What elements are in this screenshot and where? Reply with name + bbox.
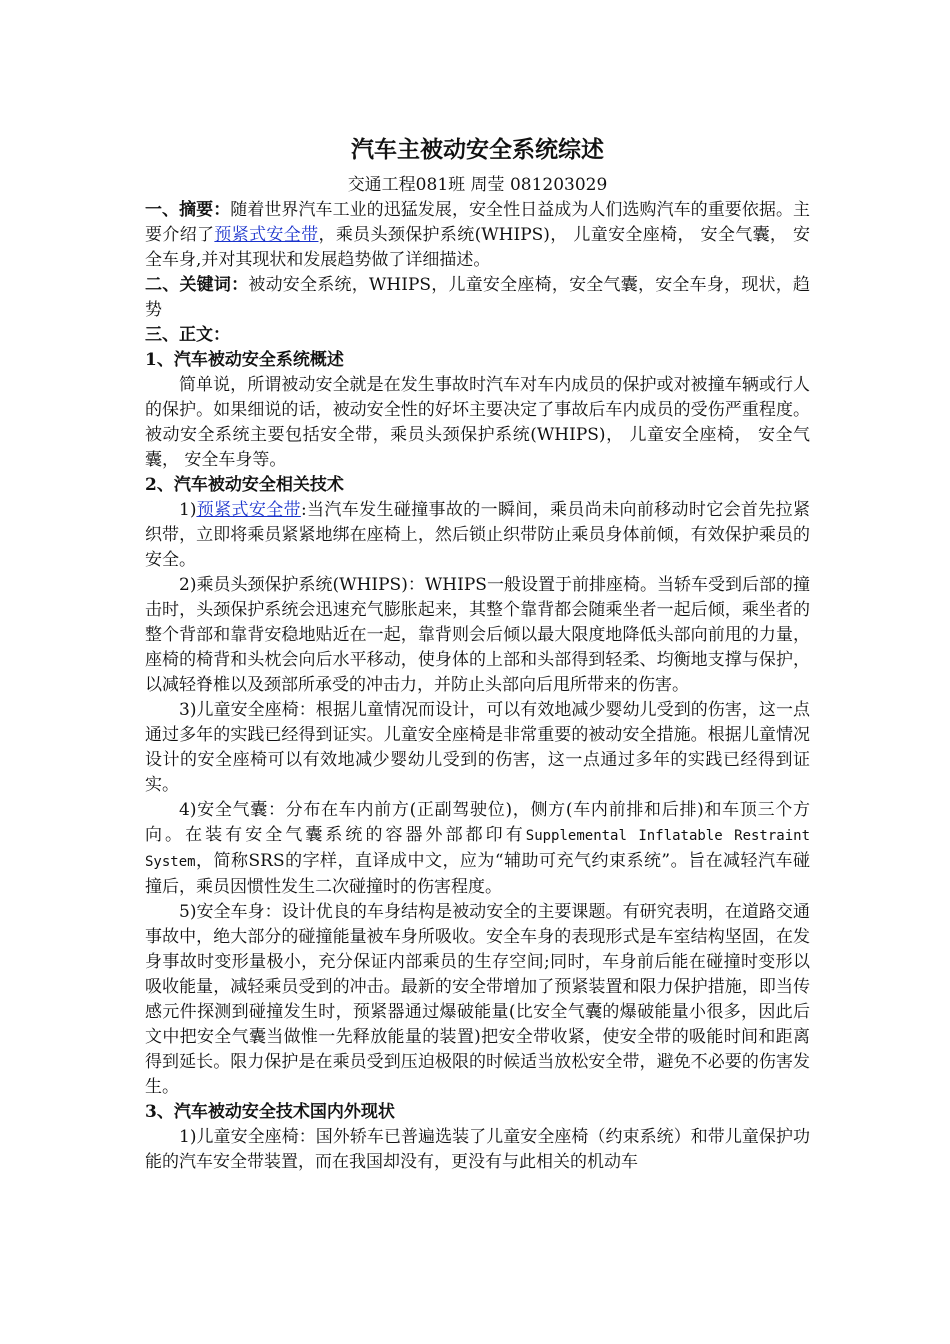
abstract-paragraph <box>145 198 810 273</box>
abstract-label: 一、摘要： <box>145 200 231 220</box>
author-line: 交通工程081班 周莹 081203029 <box>347 175 608 195</box>
section-2-item-1 <box>145 498 810 573</box>
section-2-item-4 <box>145 798 810 900</box>
keywords-paragraph <box>145 273 810 323</box>
pretension-seatbelt-link[interactable]: 预紧式安全带 <box>214 225 319 245</box>
section-1-paragraph: 简单说，所谓被动安全就是在发生事故时汽车对车内成员的保护或对被撞车辆或行人的保护。如果细说的话，被动安全性的好坏主要决定了事故后车内成员的受伤严重程度。被动安全系统主要包括安全带，乘员头颈保护系统(WHIPS)， 儿童安全座椅， 安全气囊， 安全车身等。 <box>145 375 810 470</box>
abstract-text-2: ，乘员头颈保护系统(WHIPS)， 儿童安全座椅， 安全气囊， 安全车身,并对其现状和发展趋势做了详细描述。 <box>145 225 811 270</box>
keywords-text: 被动安全系统，WHIPS，儿童安全座椅，安全气囊，安全车身，现状，趋势 <box>145 275 810 320</box>
item-4-srs-name: Supplemental Inflatable Restraint System <box>145 828 810 870</box>
section-2-item-3: 3)儿童安全座椅：根据儿童情况而设计，可以有效地减少婴幼儿受到的伤害，这一点通过多年的实践已经得到证实。儿童安全座椅是非常重要的被动安全措施。根据儿童情况设计的安全座椅可以有效地减少婴幼儿受到的伤害，这一点通过多年的实践已经得到证实。 <box>145 700 810 795</box>
keywords-label: 二、关键词： <box>145 275 249 295</box>
item-1-prefix: 1) <box>179 500 197 520</box>
abstract-text-1: 随着世界汽车工业的迅猛发展，安全性日益成为人们选购汽车的重要依据。主要介绍了 <box>145 200 811 245</box>
item-4-text-a: 4)安全气囊：分布在车内前方(正副驾驶位)，侧方(车内前排和后排)和车顶三个方向。在装有安全气囊系统的容器外部都印有 <box>145 800 810 845</box>
body-label: 三、正文： <box>145 325 230 345</box>
section-3-heading: 3、汽车被动安全技术国内外现状 <box>145 1102 395 1122</box>
section-2-heading: 2、汽车被动安全相关技术 <box>145 475 344 495</box>
section-2-item-5: 5)安全车身：设计优良的车身结构是被动安全的主要课题。有研究表明，在道路交通事故中，绝大部分的碰撞能量被车身所吸收。安全车身的表现形式是车室结构坚固，在发身事故时变形量极小，充分保证内部乘员的生存空间;同时，车身前后能在碰撞时变形以吸收能量，减轻乘员受到的冲击。最新的安全带增加了预紧装置和限力保护措施，即当传感元件探测到碰撞发生时，预紧器通过爆破能量(比安全气囊的爆破能量小很多，因此后文中把安全气囊当做惟一先释放能量的装置)把安全带收紧，使安全带的吸能时间和距离得到延长。限力保护是在乘员受到压迫极限的时候适当放松安全带，避免不必要的伤害发生。 <box>145 902 810 1097</box>
section-1-heading: 1、汽车被动安全系统概述 <box>145 350 344 370</box>
document-page <box>145 135 810 1175</box>
section-3-item-1: 1)儿童安全座椅：国外轿车已普遍选装了儿童安全座椅（约束系统）和带儿童保护功能的汽车安全带装置，而在我国却没有，更没有与此相关的机动车 <box>145 1127 810 1172</box>
pretension-seatbelt-link-2[interactable]: 预紧式安全带 <box>196 500 301 520</box>
document-title: 汽车主被动安全系统综述 <box>351 136 604 163</box>
section-2-item-2: 2)乘员头颈保护系统(WHIPS)：WHIPS一般设置于前排座椅。当轿车受到后部的撞击时，头颈保护系统会迅速充气膨胀起来，其整个靠背都会随乘坐者一起后倾，乘坐者的整个背部和靠背安稳地贴近在一起，靠背则会后倾以最大限度地降低头部向前甩的力量，座椅的椅背和头枕会向后水平移动，使身体的上部和头部得到轻柔、均衡地支撑与保护，以减轻脊椎以及颈部所承受的冲击力，并防止头部向后甩所带来的伤害。 <box>145 575 810 695</box>
item-1-text: :当汽车发生碰撞事故的一瞬间，乘员尚未向前移动时它会首先拉紧织带，立即将乘员紧紧地绑在座椅上，然后锁止织带防止乘员身体前倾，有效保护乘员的安全。 <box>145 500 811 570</box>
item-4-text-b: ，简称SRS的字样，直译成中文，应为“辅助可充气约束系统”。旨在减轻汽车碰撞后，乘员因惯性发生二次碰撞时的伤害程度。 <box>145 851 810 897</box>
